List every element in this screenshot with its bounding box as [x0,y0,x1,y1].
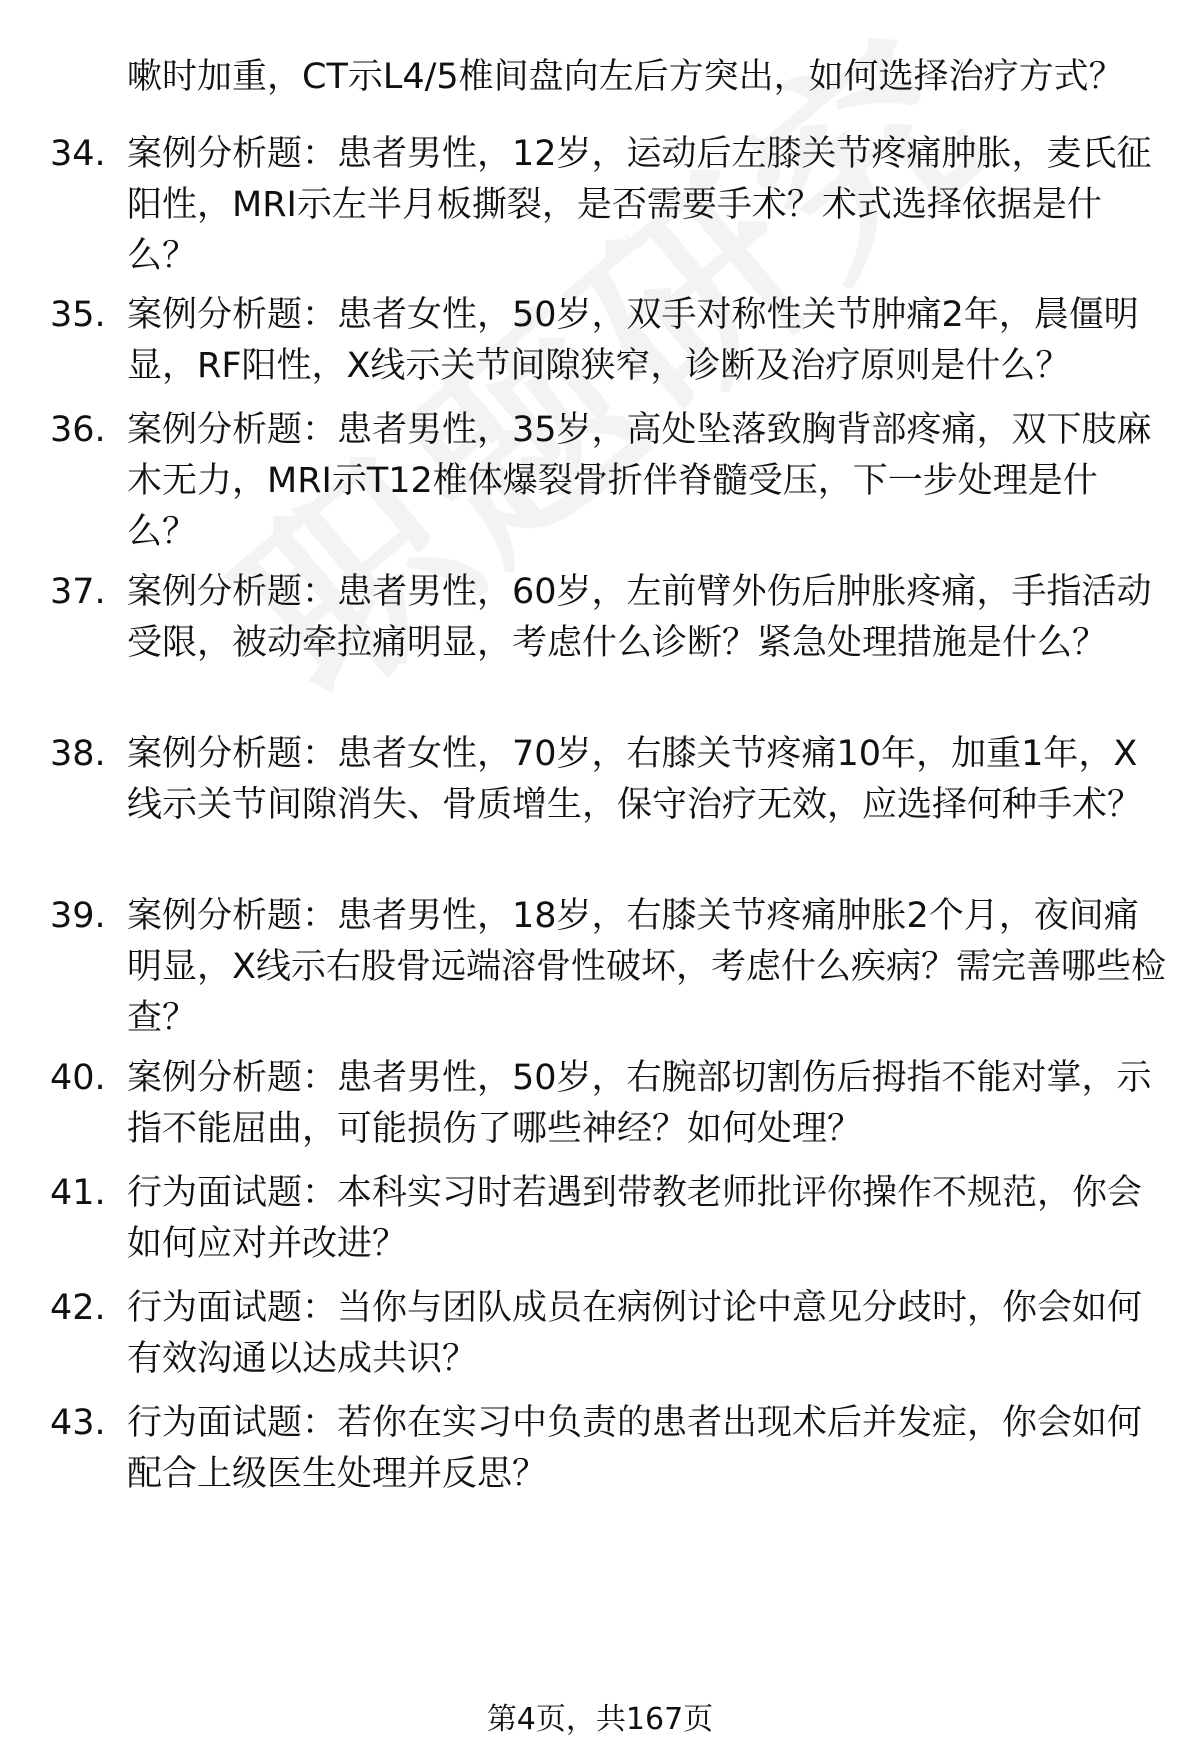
question-text: 案例分析题：患者男性，35岁，高处坠落致胸背部疼痛，双下肢麻木无力，MRI示T12椎体爆裂骨折伴脊髓受压，下一步处理是什么？ [127,410,1152,552]
question-number: 42. [50,1288,106,1328]
question-text: 案例分析题：患者男性，50岁，右腕部切割伤后拇指不能对掌，示指不能屈曲，可能损伤了哪些神经？如何处理？ [127,1058,1152,1149]
question-text: 案例分析题：患者女性，70岁，右膝关节疼痛10年，加重1年，X线示关节间隙消失、骨质增生，保守治疗无效，应选择何种手术？ [127,734,1143,825]
question-text: 案例分析题：患者男性，18岁，右膝关节疼痛肿胀2个月，夜间痛明显，X线示右股骨远端溶骨性破坏，考虑什么疾病？需完善哪些检查？ [127,896,1166,1038]
question-number: 39. [50,896,106,936]
question-text: 案例分析题：患者男性，60岁，左前臂外伤后肿胀疼痛，手指活动受限，被动牵拉痛明显，考虑什么诊断？紧急处理措施是什么？ [127,572,1152,663]
question-text: 案例分析题：患者男性，12岁，运动后左膝关节疼痛肿胀，麦氏征阳性，MRI示左半月板撕裂，是否需要手术？术式选择依据是什么？ [127,134,1152,276]
question-number: 35. [50,295,106,335]
question-text: 行为面试题：若你在实习中负责的患者出现术后并发症，你会如何配合上级医生处理并反思？ [127,1403,1143,1494]
continued-question-text: 嗽时加重，CT示L4/5椎间盘向左后方突出，如何选择治疗方式？ [127,57,1124,97]
question-number: 36. [50,410,106,450]
question-number: 41. [50,1173,106,1213]
question-number: 37. [50,572,106,612]
question-text: 行为面试题：本科实习时若遇到带教老师批评你操作不规范，你会如何应对并改进？ [127,1173,1143,1264]
question-number: 38. [50,734,106,774]
question-number: 43. [50,1403,106,1443]
page-footer: 第4页，共167页 [486,1702,714,1737]
question-text: 行为面试题：当你与团队成员在病例讨论中意见分歧时，你会如何有效沟通以达成共识？ [127,1288,1143,1379]
question-text: 案例分析题：患者女性，50岁，双手对称性关节肿痛2年，晨僵明显，RF阳性，X线示关节间隙狭窄，诊断及治疗原则是什么？ [127,295,1139,386]
question-number: 40. [50,1058,106,1098]
question-number: 34. [50,134,106,174]
